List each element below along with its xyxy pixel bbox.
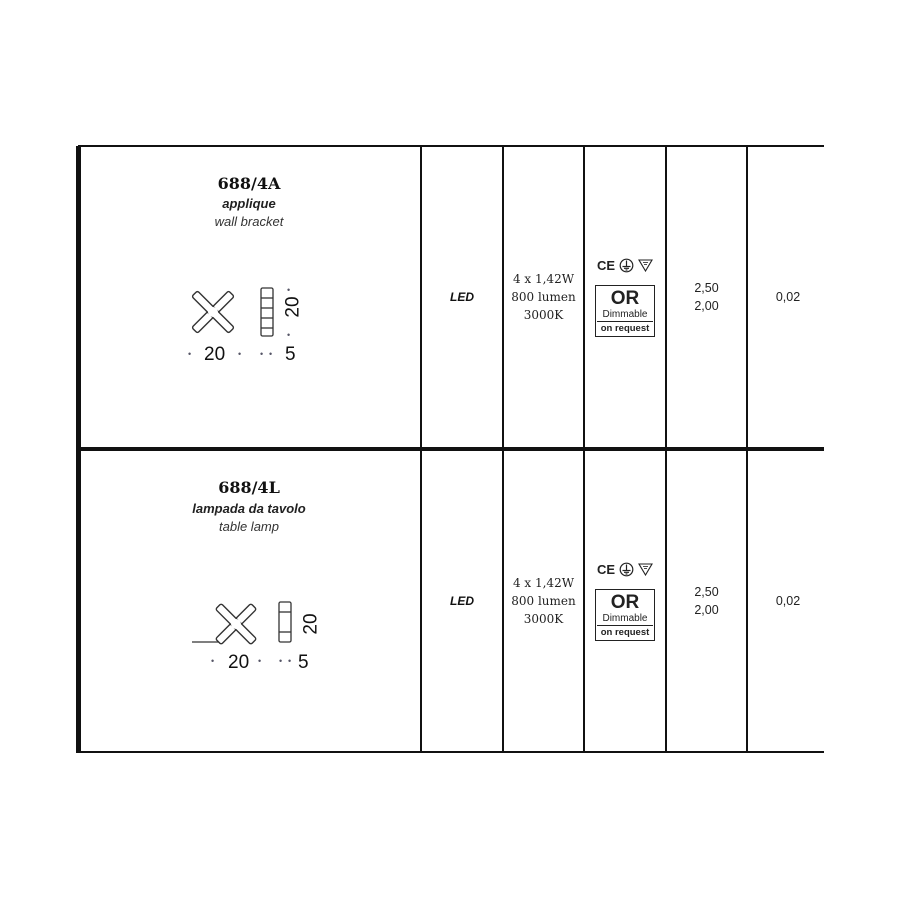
weight-gross: 2,50 [694, 281, 719, 295]
product-name-en: table lamp [219, 519, 279, 534]
ground-symbol-icon [619, 562, 634, 577]
or-on-request: on request [597, 321, 653, 334]
source-cell [422, 450, 502, 752]
spec-power: 4 x 1,42W [512, 272, 575, 286]
product-code: 688/4L [218, 478, 280, 497]
dim-dot: • [287, 330, 291, 340]
cert-marks [597, 258, 653, 273]
table-row [78, 450, 824, 752]
dim-dot: • [260, 349, 264, 359]
volume: 0,02 [775, 290, 801, 304]
ground-symbol-icon [619, 258, 634, 273]
product-name-en: wall bracket [214, 214, 284, 229]
table-lamp-side-drawing [276, 600, 296, 644]
weight-gross: 2,50 [694, 585, 719, 599]
dim-dot: • [288, 656, 292, 666]
dim-height: 20 [282, 296, 304, 318]
light-source: LED [450, 594, 474, 608]
spec-lumen: 800 lumen [511, 594, 576, 608]
or-on-request: on request [597, 625, 653, 638]
spec-power: 4 x 1,42W [512, 576, 575, 590]
or-dimmable: Dimmable [602, 308, 648, 320]
weight-net: 2,00 [694, 299, 719, 313]
dim-dot: • [211, 656, 215, 666]
weight-cell [667, 146, 746, 448]
cert-cell [585, 450, 665, 752]
or-title: OR [610, 287, 640, 309]
source-cell [422, 146, 502, 448]
volume-cell [748, 450, 828, 752]
table-row [78, 146, 824, 448]
volume: 0,02 [775, 594, 801, 608]
product-code: 688/4A [217, 174, 281, 193]
cert-cell [585, 146, 665, 448]
weight-net: 2,00 [694, 603, 719, 617]
light-source: LED [450, 290, 474, 304]
or-title: OR [610, 591, 640, 613]
volume-cell [748, 146, 828, 448]
dimmable-badge [595, 285, 655, 337]
dim-dot: • [287, 285, 291, 295]
spec-lumen: 800 lumen [511, 290, 576, 304]
table-lamp-front-drawing [190, 596, 266, 648]
dim-depth: 5 [285, 344, 296, 365]
spec-cell [504, 146, 583, 448]
dim-dot: • [188, 349, 192, 359]
ce-mark: CE [596, 561, 616, 577]
class-triangle-icon [638, 563, 653, 576]
dim-dot: • [279, 656, 283, 666]
weight-cell [667, 450, 746, 752]
dim-width: 20 [228, 652, 250, 673]
wall-bracket-front-drawing [186, 282, 240, 342]
spec-cell [504, 450, 583, 752]
spec-temperature: 3000K [523, 612, 564, 626]
dim-dot: • [238, 349, 242, 359]
dim-dot: • [258, 656, 262, 666]
wall-bracket-side-drawing [258, 286, 276, 338]
dim-dot: • [269, 349, 273, 359]
cert-marks [597, 562, 653, 577]
dim-depth: 5 [298, 652, 309, 673]
spec-temperature: 3000K [523, 308, 564, 322]
dim-width: 20 [204, 344, 226, 365]
product-name-it: applique [222, 196, 276, 211]
class-triangle-icon [638, 259, 653, 272]
or-dimmable: Dimmable [602, 612, 648, 624]
product-name-it: lampada da tavolo [192, 501, 306, 516]
ce-mark: CE [596, 257, 616, 273]
dimmable-badge [595, 589, 655, 641]
dim-height: 20 [300, 613, 322, 635]
